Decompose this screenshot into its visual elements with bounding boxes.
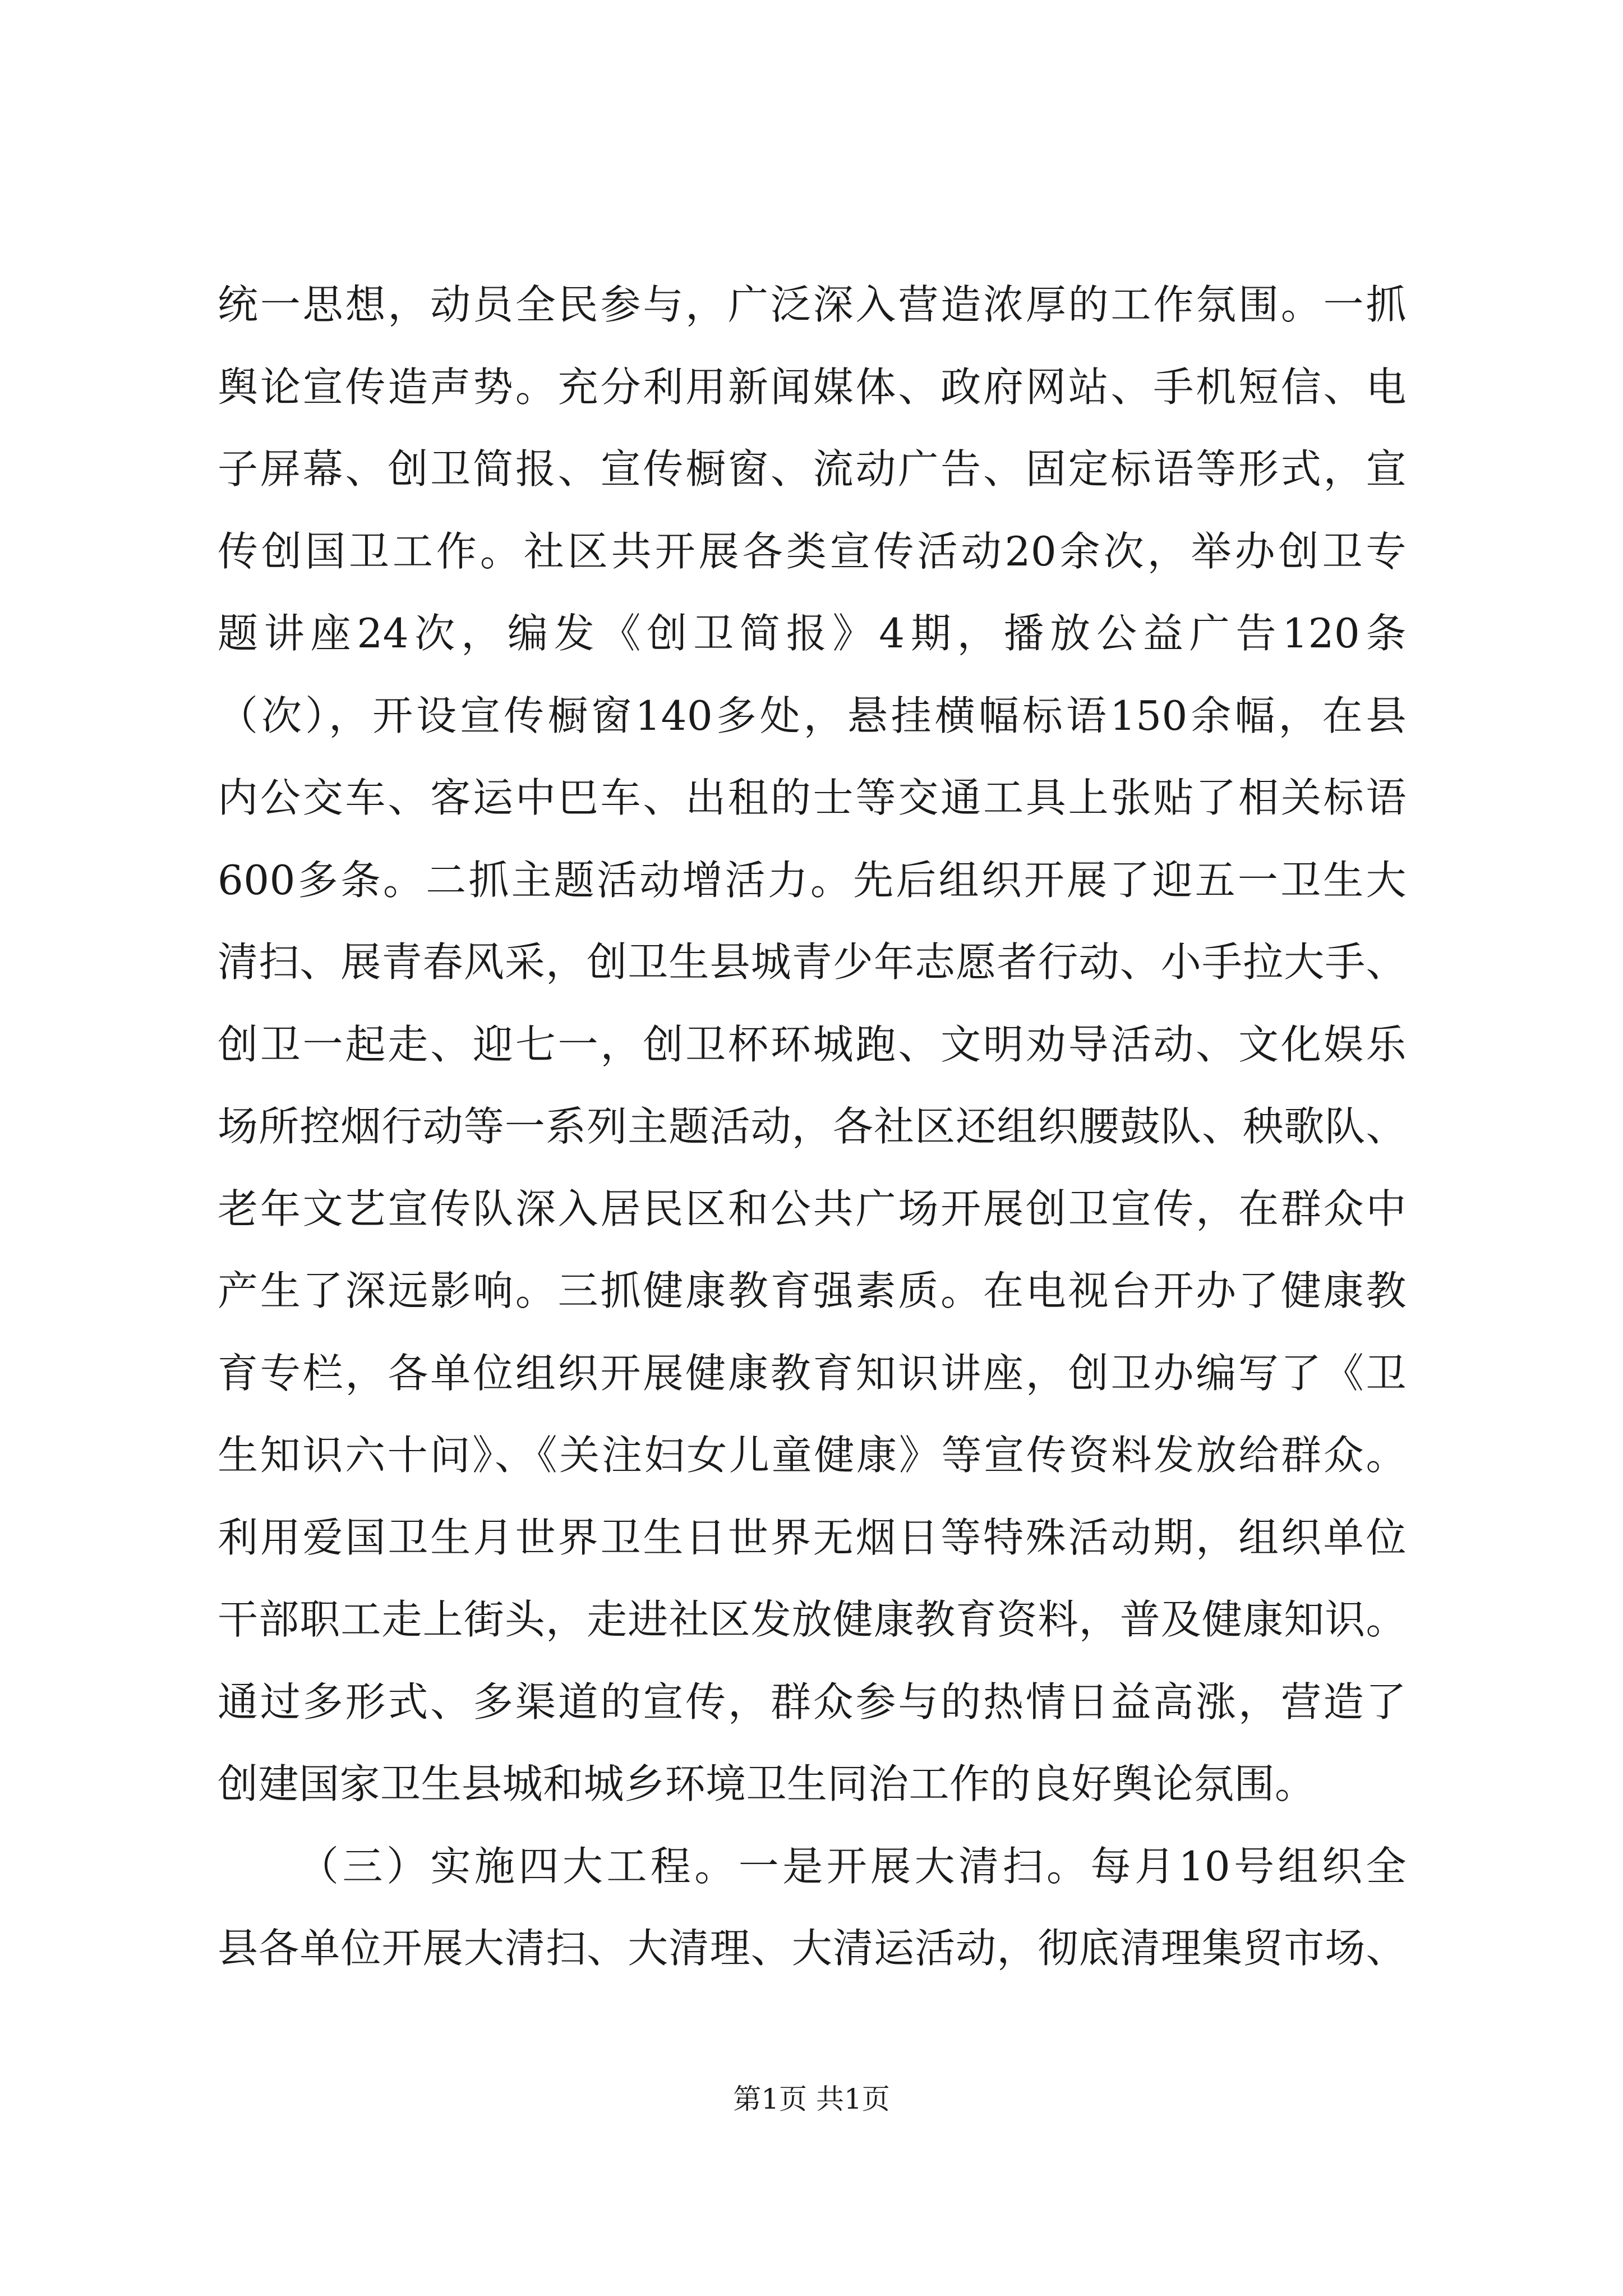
- text-line: 干部职工走上街头，走进社区发放健康教育资料，普及健康知识。: [218, 1596, 1407, 1643]
- text-line: 传创国卫工作。社区共开展各类宣传活动20余次，举办创卫专: [218, 527, 1407, 575]
- text-line: 生知识六十问》、《关注妇女儿童健康》等宣传资料发放给群众。: [218, 1432, 1407, 1479]
- page-footer: [0, 2082, 1623, 2116]
- text-line: 场所控烟行动等一系列主题活动，各社区还组织腰鼓队、秧歌队、: [218, 1103, 1407, 1150]
- text-line: 县各单位开展大清扫、大清理、大清运活动，彻底清理集贸市场、: [218, 1925, 1407, 1972]
- page-number-label: 第1页 共1页: [733, 2083, 890, 2115]
- paragraph-heading-line: （三）实施四大工程。一是开展大清扫。每月10号组织全: [298, 1842, 1407, 1890]
- paragraph-end-line: 创建国家卫生县城和城乡环境卫生同治工作的良好舆论氛围。: [218, 1760, 1316, 1807]
- text-line: 老年文艺宣传队深入居民区和公共广场开展创卫宣传，在群众中: [218, 1185, 1407, 1232]
- text-line: 舆论宣传造声势。充分利用新闻媒体、政府网站、手机短信、电: [218, 363, 1407, 411]
- text-line: 创卫一起走、迎七一，创卫杯环城跑、文明劝导活动、文化娱乐: [218, 1020, 1407, 1068]
- text-line: 600多条。二抓主题活动增活力。先后组织开展了迎五一卫生大: [218, 856, 1407, 904]
- text-line: 利用爱国卫生月世界卫生日世界无烟日等特殊活动期，组织单位: [218, 1513, 1407, 1561]
- text-line: 清扫、展青春风采，创卫生县城青少年志愿者行动、小手拉大手、: [218, 938, 1407, 986]
- text-line: 通过多形式、多渠道的宣传，群众参与的热情日益高涨，营造了: [218, 1678, 1407, 1726]
- text-line: 育专栏，各单位组织开展健康教育知识讲座，创卫办编写了《卫: [218, 1349, 1407, 1397]
- text-line: 题讲座24次，编发《创卫简报》4期，播放公益广告120条: [218, 610, 1407, 657]
- text-line: 子屏幕、创卫简报、宣传橱窗、流动广告、固定标语等形式，宣: [218, 445, 1407, 493]
- text-line: 产生了深远影响。三抓健康教育强素质。在电视台开办了健康教: [218, 1267, 1407, 1314]
- text-line: （次），开设宣传橱窗140多处，悬挂横幅标语150余幅，在县: [218, 692, 1407, 739]
- text-line: 统一思想，动员全民参与，广泛深入营造浓厚的工作氛围。一抓: [218, 281, 1407, 328]
- text-line: 内公交车、客运中巴车、出租的士等交通工具上张贴了相关标语: [218, 774, 1407, 821]
- document-body: [218, 264, 1407, 1990]
